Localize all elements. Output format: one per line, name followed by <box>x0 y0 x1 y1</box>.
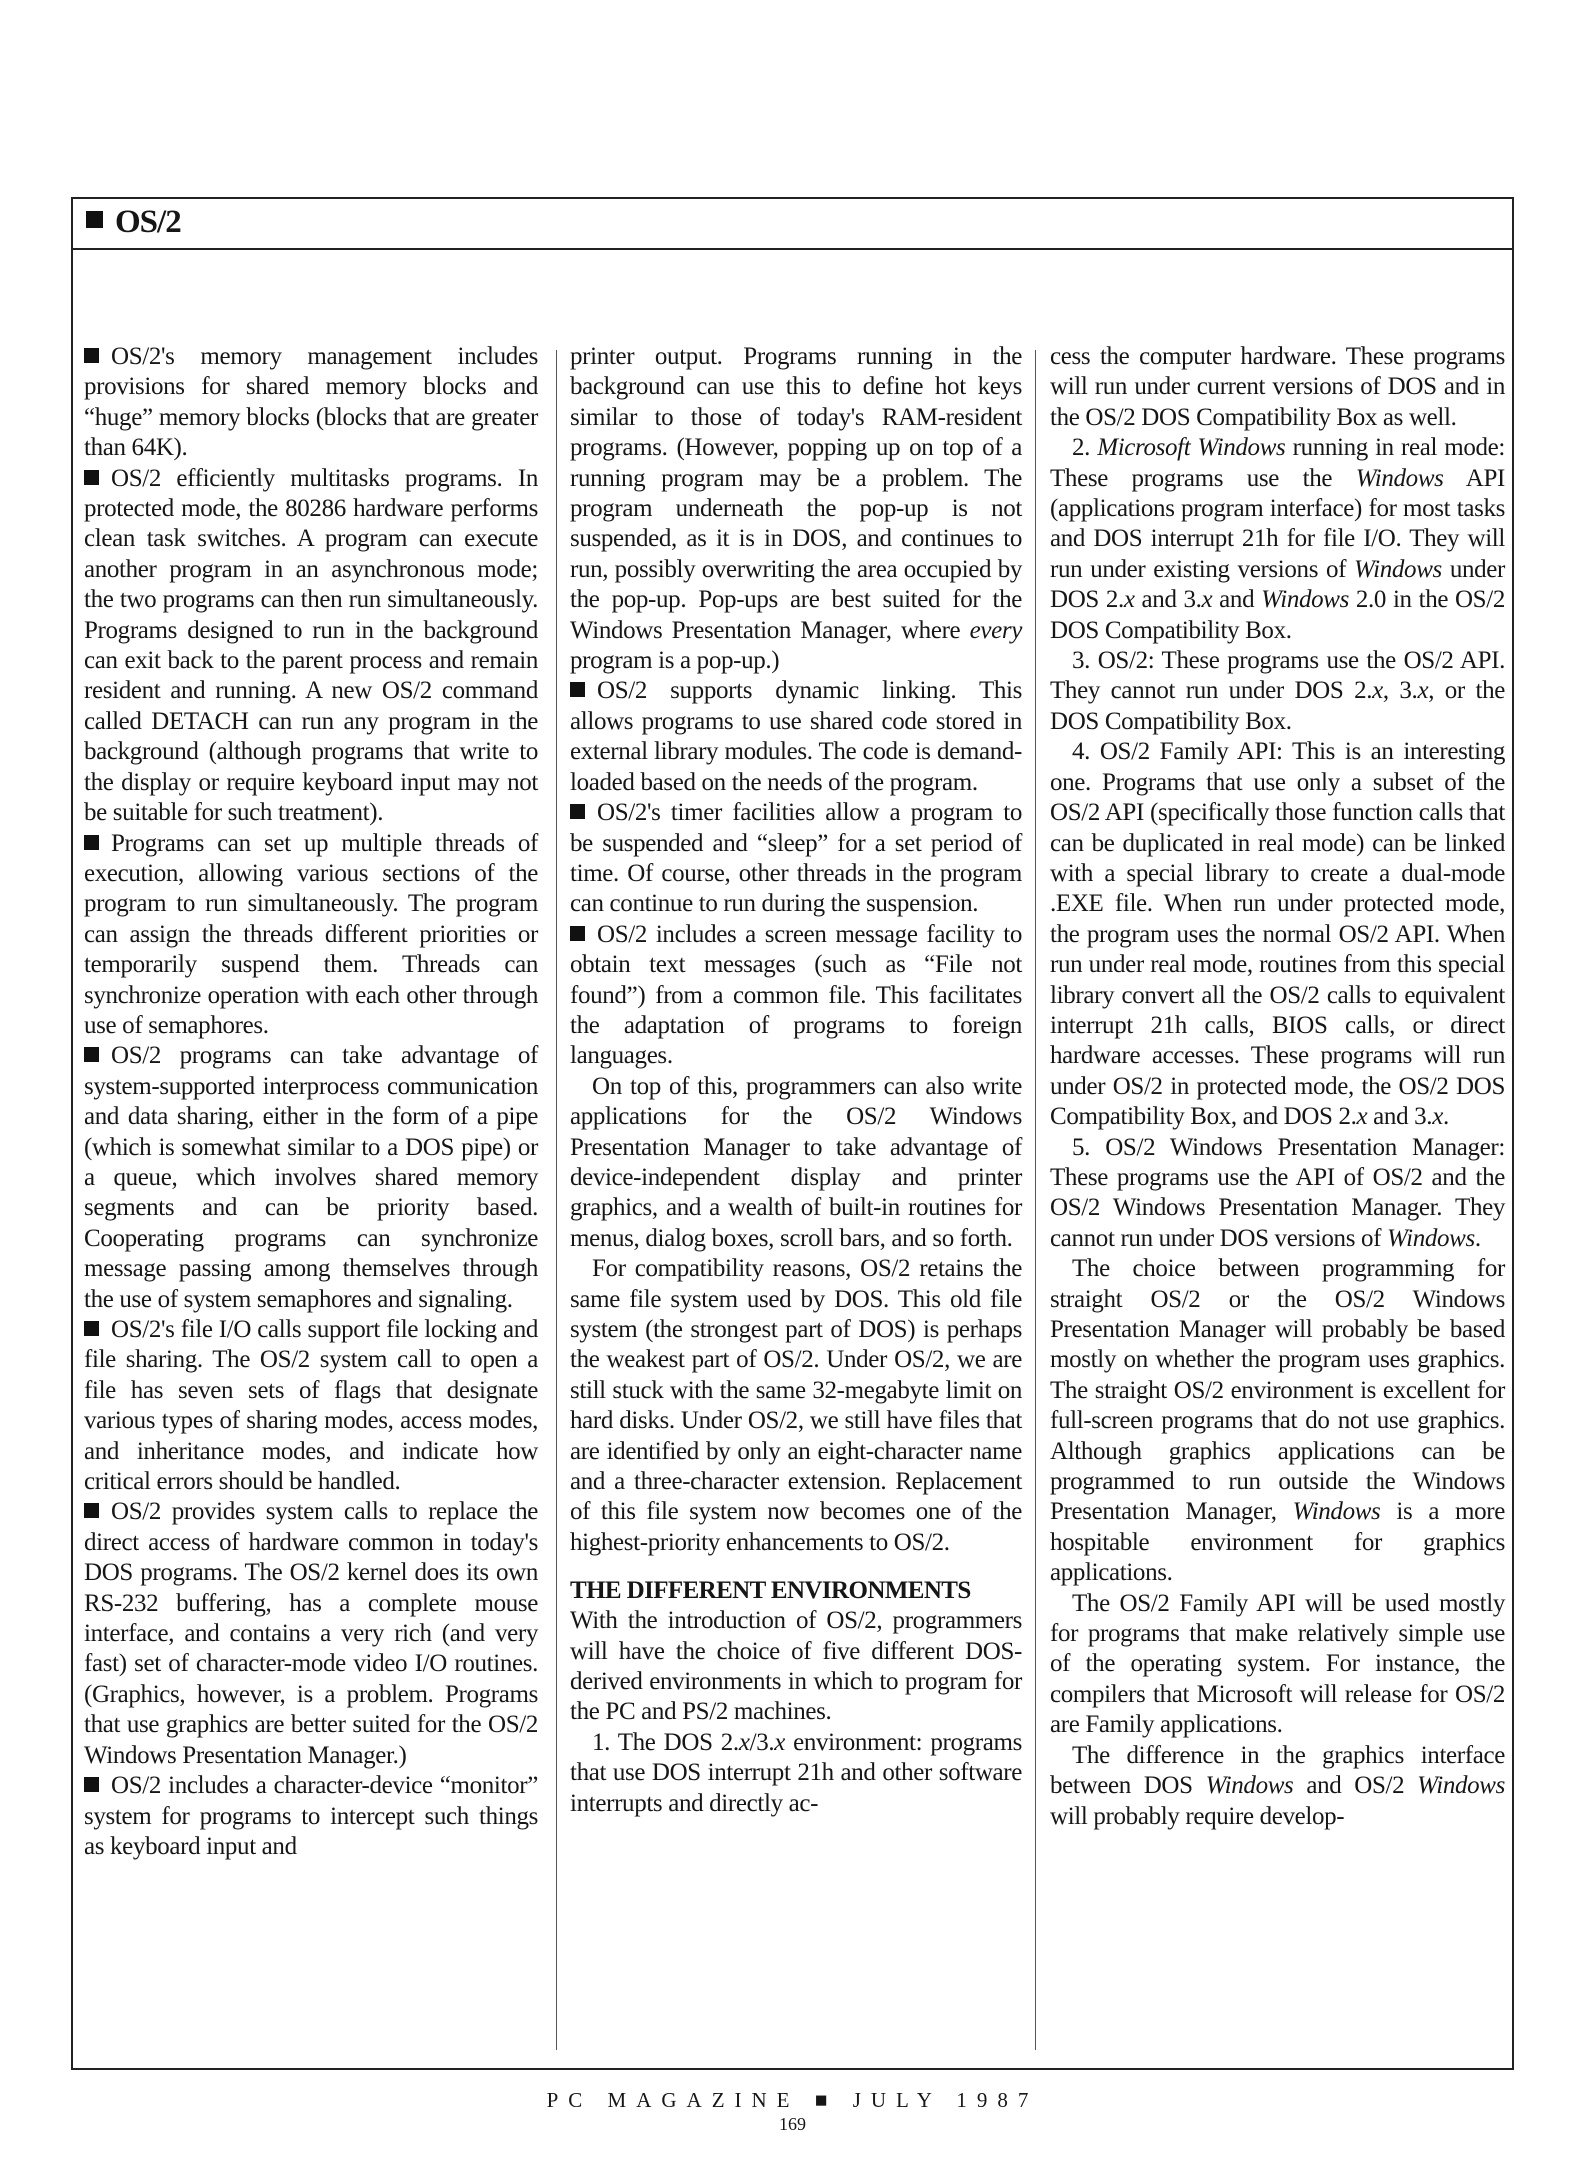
text-run: and <box>1212 586 1262 614</box>
page-footer <box>0 2088 1585 2113</box>
italic-text: x <box>1123 586 1135 614</box>
bullet-icon <box>570 926 585 941</box>
italic-text: Windows <box>1261 586 1349 614</box>
italic-text: x <box>1432 1103 1443 1131</box>
text-run: 3. OS/2: These programs use the OS/2 API. They cannot run under DOS 2. <box>1050 647 1505 705</box>
italic-text: Windows <box>1387 1224 1475 1252</box>
text-run: OS/2 programs can take advantage of system-supported interprocess communication and data sharing, either in the form of a pipe (which is somewhat similar to a DOS pipe) or a queue, which involves shared memory segments and can be priority based. Cooperating programs can synchronize message passing among themselves through the use of system semaphores and signaling. <box>84 1042 538 1313</box>
issue-date: JULY 1987 <box>852 2088 1039 2112</box>
bullet-icon <box>570 682 585 697</box>
column-2 <box>570 342 1022 1819</box>
italic-text: x <box>1201 586 1213 614</box>
italic-text: x <box>1372 677 1383 705</box>
column-divider <box>556 350 557 2050</box>
text-run: . <box>1474 1224 1481 1252</box>
text-run: under DOS 2. <box>1050 555 1505 614</box>
paragraph <box>1050 1741 1505 1832</box>
italic-text: Windows <box>1292 1498 1381 1526</box>
text-run: OS/2 includes a character-device “monitor” system for programs to intercept such things as keyboard input and <box>84 1772 538 1860</box>
paragraph <box>84 464 538 829</box>
italic-text: every <box>969 616 1022 644</box>
text-run: cess the computer hardware. These programs will run under current versions of DOS and in the OS/2 DOS Compatibility Box as well. <box>1050 343 1505 431</box>
column-1 <box>84 342 538 1862</box>
text-run: environment: programs that use DOS interrupt 21h and other software interrupts and directly ac- <box>570 1728 1022 1817</box>
italic-text: Windows <box>1354 555 1442 583</box>
text-run: is a more hospitable environment for graphics applications. <box>1050 1498 1506 1587</box>
bullet-icon <box>570 804 585 819</box>
section-title <box>86 204 181 241</box>
text-run: running in real mode: These programs use the <box>1050 434 1505 492</box>
bullet-icon <box>84 1777 99 1792</box>
section-title-text: OS/2 <box>115 204 181 240</box>
text-run: and 3. <box>1134 586 1202 614</box>
text-run: OS/2 provides system calls to replace the direct access of hardware common in today's DOS programs. The OS/2 kernel does its own RS-232 buffering, has a complete mouse interface, and contains a very rich (and very fast) set of character-mode video I/O routines. (Graphics, however, is a problem. Programs that use graphics are better suited for the OS/2 Windows Presentation Manager.) <box>84 1498 538 1769</box>
italic-text: Windows <box>1355 464 1444 492</box>
paragraph <box>1050 1589 1505 1741</box>
text-run: OS/2 includes a screen message facility to obtain text messages (such as “File not found”) from a common file. This facilitates the adaptation of programs to foreign languages. <box>570 920 1022 1070</box>
text-run: OS/2 supports dynamic linking. This allows programs to use shared code stored in external library modules. The code is demand-loaded based on the needs of the program. <box>570 677 1022 796</box>
text-run: OS/2's file I/O calls support file locking and file sharing. The OS/2 system call to open a file has seven sets of flags that designate various types of sharing modes, access modes, and inheritance modes, and indicate how critical errors should be handled. <box>84 1316 538 1496</box>
text-run: . <box>1442 1103 1449 1131</box>
bullet-icon <box>84 1321 99 1336</box>
bullet-icon <box>84 470 99 485</box>
paragraph <box>84 1041 538 1315</box>
bullet-icon <box>84 348 99 363</box>
paragraph <box>570 1254 1022 1558</box>
paragraph <box>84 1771 538 1862</box>
bullet-icon <box>84 1503 99 1518</box>
italic-text: Windows <box>1205 1772 1294 1800</box>
paragraph <box>84 342 538 464</box>
text-run: The choice between programming for straight OS/2 or the OS/2 Windows Presentation Manager will probably be based mostly on whether the program uses graphics. The straight OS/2 environment is excellent for full-screen programs that do not use graphics. Although graphics applications can be programmed to run outside the Windows Presentation Manager, <box>1050 1255 1505 1526</box>
text-run: The difference in the graphics interface between DOS <box>1050 1741 1505 1800</box>
text-run: 5. OS/2 Windows Presentation Manager: These programs use the API of OS/2 and the OS/2 Windows Presentation Manager. They cannot run under DOS versions of <box>1050 1133 1505 1252</box>
column-divider <box>1035 350 1036 2050</box>
text-run: and OS/2 <box>1293 1772 1418 1800</box>
text-run: 4. OS/2 Family API: This is an interesting one. Programs that use only a subset of the OS/2 API (specifically those function calls that can be duplicated in real mode) can be linked with a special library to create a dual-mode .EXE file. When run under protected mode, the program uses the normal OS/2 API. When run under real mode, routines from this special library convert all the OS/2 calls to equivalent interrupt 21h calls, BIOS calls, or direct hardware accesses. These programs will run under OS/2 in protected mode, the OS/2 DOS Compatibility Box, and DOS 2. <box>1050 738 1505 1131</box>
paragraph <box>570 1728 1022 1819</box>
italic-text: Microsoft Windows <box>1097 434 1286 462</box>
italic-text: x <box>738 1728 750 1756</box>
text-run: , 3. <box>1382 677 1418 705</box>
paragraph <box>1050 737 1505 1132</box>
paragraph <box>84 1497 538 1771</box>
text-run: program is a pop-up.) <box>570 647 780 675</box>
text-run: will probably require develop- <box>1050 1802 1345 1830</box>
paragraph <box>1050 342 1505 433</box>
italic-text: x <box>774 1728 785 1756</box>
text-run: On top of this, programmers can also write applications for the OS/2 Windows Presentation Manager to take advantage of device-independent display and printer graphics, and a wealth of built-in routines for menus, dialog boxes, scroll bars, and so forth. <box>570 1072 1022 1252</box>
paragraph <box>84 1315 538 1497</box>
paragraph <box>1050 1133 1505 1255</box>
paragraph <box>570 1072 1022 1254</box>
footer-separator: ■ <box>814 2088 838 2112</box>
bullet-icon <box>86 211 103 228</box>
publication-name: PC MAGAZINE <box>546 2088 800 2112</box>
paragraph <box>570 676 1022 798</box>
text-run: , or the DOS Compatibility Box. <box>1050 677 1505 735</box>
paragraph <box>570 1606 1022 1728</box>
text-run: API (applications program interface) for most tasks and DOS interrupt 21h for file I/O. They will run under existing versions of <box>1050 464 1505 583</box>
text-run: and 3. <box>1367 1103 1433 1131</box>
text-run: printer output. Programs running in the background can use this to define hot keys similar to those of today's RAM-resident programs. (However, popping up on top of a running program may be a problem. The program underneath the pop-up is not suspended, as it is in DOS, and continues to run, possibly overwriting the area occupied by the pop-up. Pop-ups are best suited for the Windows Presentation Manager, where <box>570 343 1022 644</box>
text-run: 2. <box>1072 434 1098 462</box>
bullet-icon <box>84 1047 99 1062</box>
text-run: OS/2's memory management includes provisions for shared memory blocks and “huge” memory blocks (blocks that are greater than 64K). <box>84 343 538 462</box>
text-run: OS/2's timer facilities allow a program to be suspended and “sleep” for a set period of time. Of course, other threads in the program can continue to run during the suspension. <box>570 799 1022 918</box>
paragraph <box>1050 433 1505 646</box>
text-run: For compatibility reasons, OS/2 retains the same file system used by DOS. This old file system (the strongest part of DOS) is perhaps the weakest part of OS/2. Under OS/2, we are still stuck with the same 32-megabyte limit on hard disks. Under OS/2, we still have files that are identified by only an eight-character name and a three-character extension. Replacement of this file system now becomes one of the highest-priority enhancements to OS/2. <box>570 1255 1022 1556</box>
text-run: With the introduction of OS/2, programmers will have the choice of five different DOS-derived environments in which to program for the PC and PS/2 machines. <box>570 1607 1022 1726</box>
paragraph <box>1050 1254 1505 1588</box>
italic-text: x <box>1356 1103 1368 1131</box>
paragraph <box>570 798 1022 920</box>
text-run: The OS/2 Family API will be used mostly for programs that make relatively simple use of the operating system. For instance, the compilers that Microsoft will release for OS/2 are Family applications. <box>1050 1589 1505 1739</box>
text-run: 2.0 in the OS/2 DOS Compatibility Box. <box>1050 586 1505 644</box>
paragraph <box>570 342 1022 676</box>
text-run: 1. The DOS 2. <box>592 1728 739 1756</box>
bullet-icon <box>84 835 99 850</box>
text-run: Programs can set up multiple threads of execution, allowing various sections of the program to run simultaneously. The program can assign the threads different priorities or temporarily suspend them. Threads can synchronize operation with each other through use of semaphores. <box>84 829 538 1039</box>
paragraph <box>84 829 538 1042</box>
column-3 <box>1050 342 1505 1832</box>
text-run: /3. <box>749 1728 775 1756</box>
italic-text: Windows <box>1417 1772 1505 1800</box>
paragraph <box>1050 646 1505 737</box>
italic-text: x <box>1417 677 1429 705</box>
text-run: OS/2 efficiently multitasks programs. In protected mode, the 80286 hardware performs clean task switches. A program can execute another program in an asynchronous mode; the two programs can then run simultaneously. Programs designed to run in the background can exit back to the parent process and remain resident and running. A new OS/2 command called DETACH can run any program in the background (although programs that write to the display or require keyboard input may not be suitable for such treatment). <box>84 464 538 827</box>
header-rule <box>71 248 1514 250</box>
page-number: 169 <box>779 2114 806 2134</box>
section-heading: THE DIFFERENT ENVIRONMENTS <box>570 1577 971 1605</box>
paragraph <box>570 920 1022 1072</box>
